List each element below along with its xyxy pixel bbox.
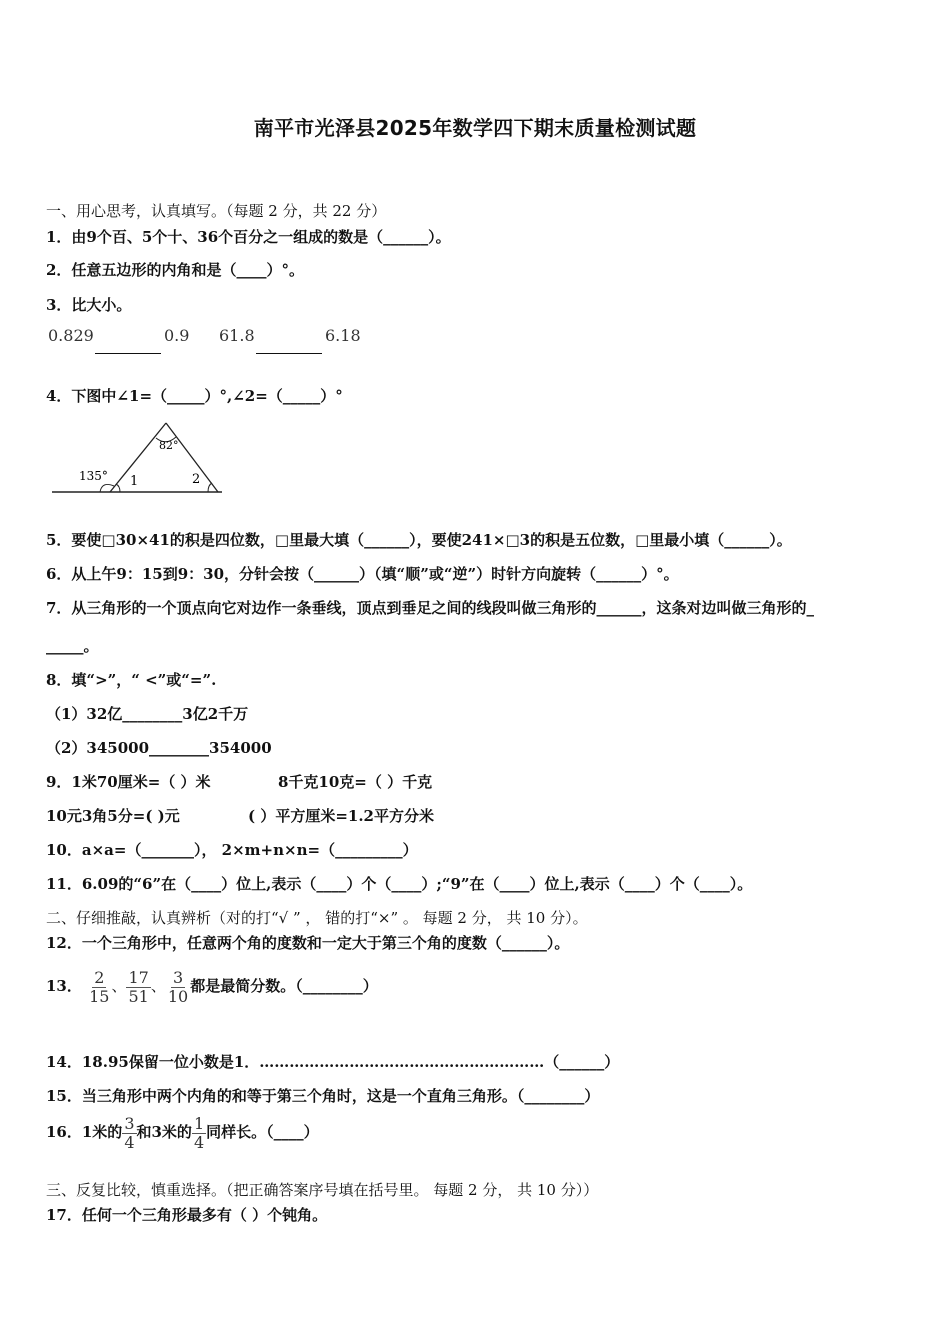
question-5: 5．要使□30×41的积是四位数，□里最大填（______），要使241×□3的积是五位数，□里最小填（______）。 bbox=[46, 531, 792, 549]
fraction-numerator: 3 bbox=[172, 967, 184, 987]
compare-blank-1[interactable] bbox=[95, 353, 161, 354]
section-2-heading: 二、仔细推敲，认真辨析（对的打“√ ” ， 错的打“×” 。 每题 2 分， 共 10 分）。 bbox=[46, 909, 588, 927]
angle-2-label: 2 bbox=[192, 472, 201, 487]
fraction-denominator: 15 bbox=[89, 986, 110, 1006]
question-16-part-a: 16．1米的 bbox=[46, 1123, 123, 1141]
question-9-a1: 9．1米70厘米=（ ）米 bbox=[46, 773, 211, 791]
question-12: 12．一个三角形中，任意两个角的度数和一定大于第三个角的度数（______）。 bbox=[46, 934, 570, 952]
question-9-b2: ( ）平方厘米=1.2平方分米 bbox=[248, 807, 434, 825]
angle-2-arc bbox=[208, 483, 212, 492]
question-10: 10．a×a=（_______）， 2×m+n×n=（_________） bbox=[46, 841, 418, 859]
fraction-denominator: 4 bbox=[124, 1132, 135, 1152]
fraction-denominator: 10 bbox=[167, 986, 189, 1006]
fraction-2-15 bbox=[87, 969, 111, 1006]
compare-value-1: 0.829 bbox=[48, 326, 94, 345]
question-7-line-1: 7．从三角形的一个顶点向它对边作一条垂线，顶点到垂足之间的线段叫做三角形的______，这条对边叫做三角形的_ bbox=[46, 599, 814, 617]
fraction-numerator: 3 bbox=[124, 1113, 135, 1133]
question-13 bbox=[46, 966, 378, 1006]
question-6: 6．从上午9：15到9：30，分针会按（______）（填“顺”或“逆”）时针方向旋转（______）°。 bbox=[46, 565, 679, 583]
compare-value-2: 0.9 bbox=[164, 326, 190, 345]
fraction-1-4 bbox=[192, 1115, 206, 1152]
question-4: 4．下图中∠1=（_____）°,∠2=（_____）° bbox=[46, 387, 343, 405]
fraction-17-51 bbox=[126, 969, 150, 1006]
section-1-heading: 一、用心思考，认真填写。（每题 2 分，共 22 分） bbox=[46, 202, 387, 220]
question-8-part-1: （1）32亿________3亿2千万 bbox=[46, 705, 249, 723]
separator: 、 bbox=[150, 977, 166, 995]
compare-value-4: 6.18 bbox=[325, 326, 361, 345]
angle-1-label: 1 bbox=[130, 474, 139, 489]
fraction-3-4 bbox=[122, 1115, 136, 1152]
top-angle-label: 82° bbox=[159, 439, 179, 452]
question-7-line-2: _____。 bbox=[46, 637, 99, 655]
fraction-numerator: 2 bbox=[94, 967, 105, 987]
question-9-b1: 10元3角5分=( )元 bbox=[46, 807, 180, 825]
fraction-numerator: 17 bbox=[128, 967, 149, 987]
question-2: 2．任意五边形的内角和是（____）°。 bbox=[46, 261, 304, 279]
question-8: 8．填“>”，“ <”或“=”. bbox=[46, 671, 217, 689]
outer-angle-arc bbox=[100, 484, 114, 492]
outer-angle-label: 135° bbox=[79, 469, 108, 483]
question-13-suffix: 都是最简分数。（________） bbox=[190, 977, 378, 995]
question-17: 17．任何一个三角形最多有（ ）个钝角。 bbox=[46, 1206, 328, 1224]
fraction-denominator: 51 bbox=[128, 986, 149, 1006]
question-9-a2: 8千克10克=（ ）千克 bbox=[278, 773, 433, 791]
angle-1-arc bbox=[116, 484, 120, 492]
question-16-part-b: 和3米的 bbox=[136, 1123, 192, 1141]
question-16 bbox=[46, 1112, 319, 1152]
page-title: 南平市光泽县2025年数学四下期末质量检测试题 bbox=[253, 116, 697, 140]
question-15: 15．当三角形中两个内角的和等于第三个角时，这是一个直角三角形。（________） bbox=[46, 1087, 600, 1105]
compare-blank-2[interactable] bbox=[256, 353, 322, 354]
fraction-numerator: 1 bbox=[193, 1113, 205, 1133]
question-14: 14．18.95保留一位小数是1．…………………………………………………（______） bbox=[46, 1053, 620, 1071]
question-8-part-2: （2）345000________354000 bbox=[46, 739, 272, 757]
section-3-heading: 三、反复比较，慎重选择。（把正确答案序号填在括号里。 每题 2 分， 共 10 分）） bbox=[46, 1181, 599, 1199]
question-13-prefix: 13． bbox=[46, 977, 82, 995]
question-3: 3．比大小。 bbox=[46, 296, 132, 314]
question-16-part-c: 同样长。（____） bbox=[206, 1123, 319, 1141]
compare-value-3: 61.8 bbox=[219, 326, 255, 345]
question-1: 1．由9个百、5个十、36个百分之一组成的数是（______）。 bbox=[46, 228, 451, 246]
fraction-denominator: 4 bbox=[193, 1132, 205, 1152]
triangle-figure bbox=[46, 413, 226, 499]
fraction-3-10 bbox=[166, 969, 190, 1006]
separator: 、 bbox=[111, 977, 127, 995]
question-11: 11．6.09的“6”在（____）位上,表示（____）个（____）;“9”在（____）位上,表示（____）个（____）。 bbox=[46, 875, 753, 893]
